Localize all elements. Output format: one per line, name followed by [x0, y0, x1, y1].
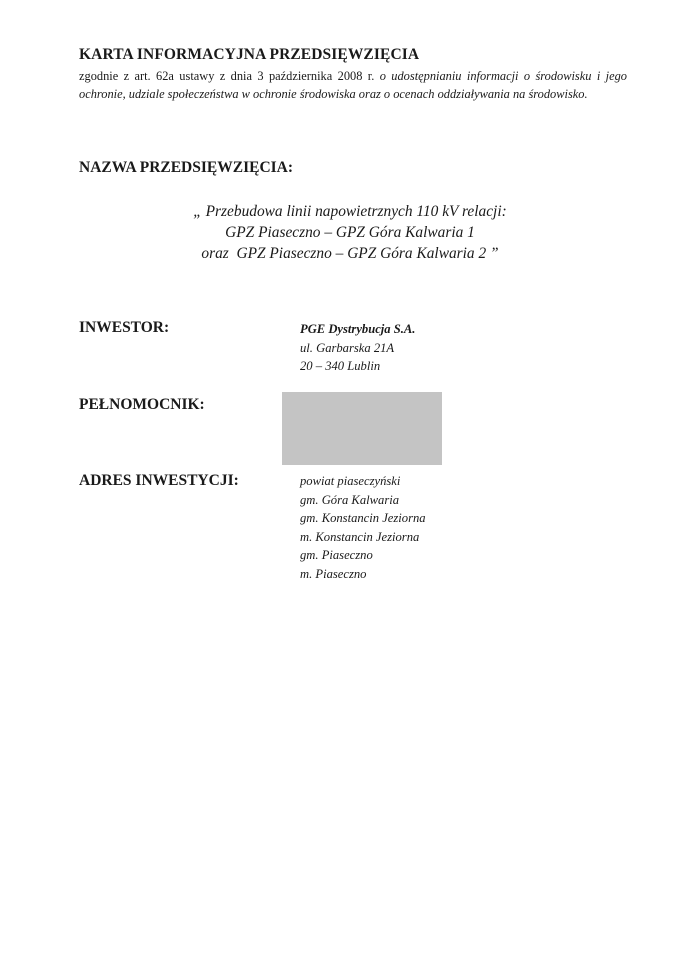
investment-address-heading: ADRES INWESTYCJI:	[79, 472, 239, 489]
investor-details	[300, 320, 415, 376]
address-line: gm. Konstancin Jeziorna	[300, 511, 426, 525]
legal-basis-prefix: zgodnie z art. 62a ustawy z dnia 3 października 2008 r.	[79, 69, 375, 83]
project-name-line: oraz GPZ Piaseczno – GPZ Góra Kalwaria 2 ”	[201, 245, 499, 262]
project-name	[150, 201, 550, 264]
document-title: KARTA INFORMACYJNA PRZEDSIĘWZIĘCIA	[79, 46, 420, 63]
project-name-heading: NAZWA PRZEDSIĘWZIĘCIA:	[79, 159, 294, 176]
address-line: m. Konstancin Jeziorna	[300, 529, 420, 544]
address-line: gm. Góra Kalwaria	[300, 492, 400, 507]
redacted-block	[282, 392, 442, 465]
project-name-line: GPZ Piaseczno – GPZ Góra Kalwaria 1	[225, 224, 475, 241]
address-line: m. Piaseczno	[300, 566, 367, 581]
project-name-line: „ Przebudowa linii napowietrznych 110 kV relacji:	[193, 203, 507, 220]
address-line: powiat piaseczyński	[300, 474, 401, 488]
investor-name: PGE Dystrybucja S.A.	[300, 322, 416, 336]
investor-city: 20 – 340 Lublin	[300, 359, 381, 373]
proxy-heading: PEŁNOMOCNIK:	[79, 396, 205, 413]
investor-heading: INWESTOR:	[79, 319, 170, 336]
investment-address	[300, 472, 426, 583]
investor-street: ul. Garbarska 21A	[300, 340, 395, 355]
address-line: gm. Piaseczno	[300, 548, 373, 562]
legal-basis-act: o udostępnianiu informacji o środowisku i jego ochronie, udziale społeczeństwa w ochronie środowiska oraz o ocenach oddziaływania na środowisko.	[79, 69, 627, 101]
legal-basis	[79, 67, 627, 103]
